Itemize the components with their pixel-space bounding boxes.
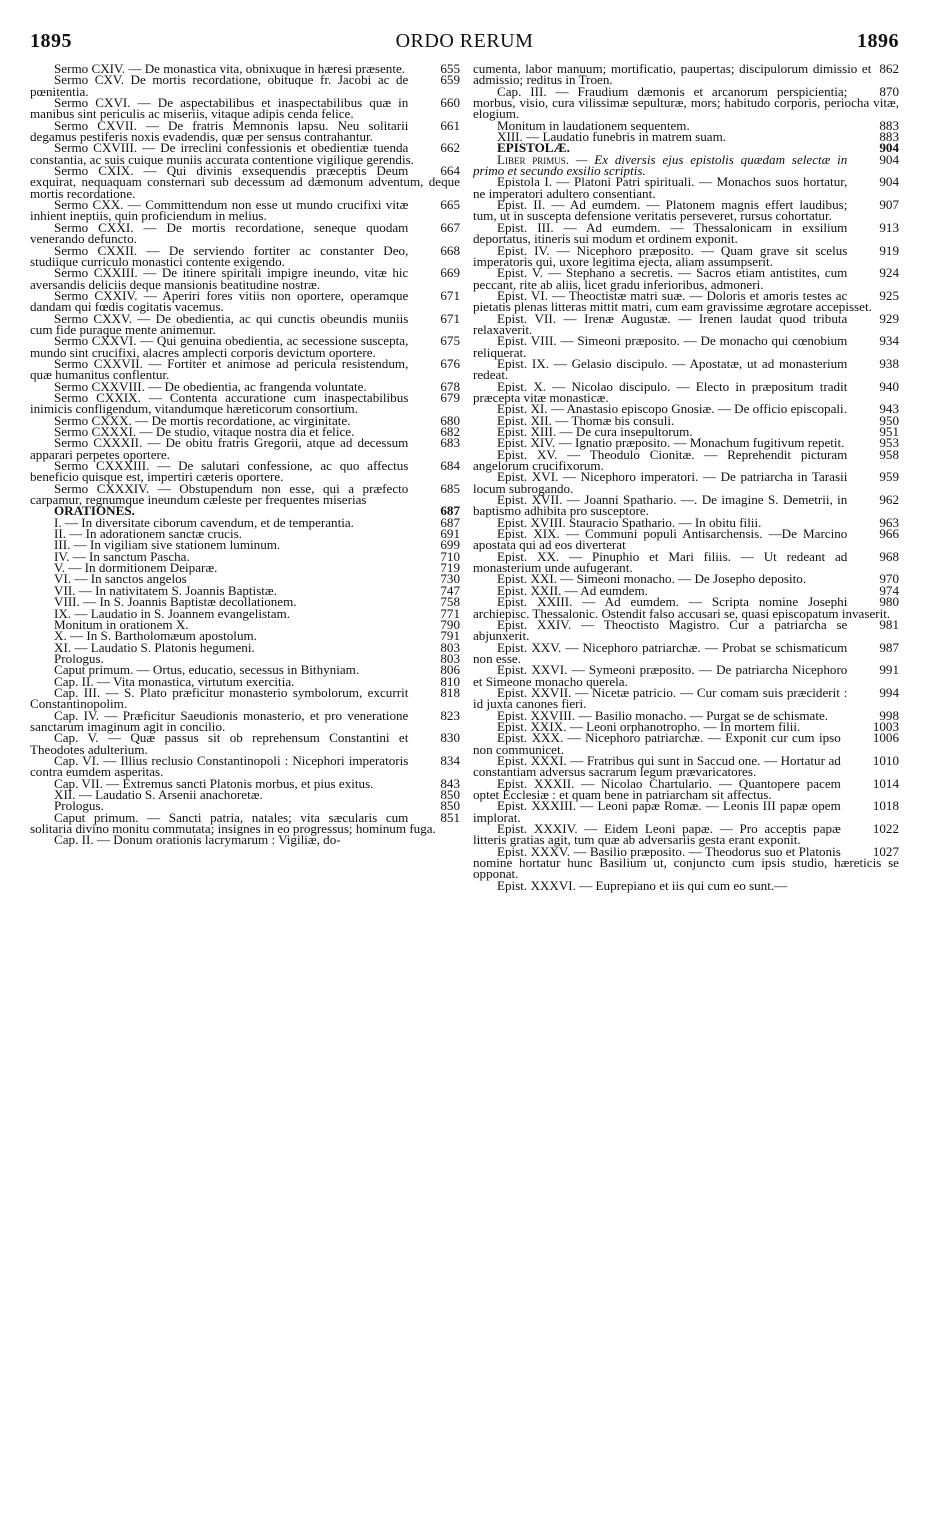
entry-page-number: 806 (440, 662, 460, 678)
entry-page-number: 691 (440, 526, 460, 542)
toc-entry (473, 823, 899, 846)
entry-title: Epist. XVIII. Stauracio Spathario. — In obitu filii. (497, 514, 762, 530)
entry-page-number: 904 (879, 151, 899, 167)
entry-page-number: 925 (879, 287, 899, 303)
entry-page-number: 1027 (872, 843, 899, 859)
toc-entry (473, 446, 899, 474)
entry-page-number: 934 (879, 333, 899, 349)
entry-title: Sermo CXXX. — De mortis recordatione, ac virginitate. (54, 412, 351, 428)
entry-page-number: 790 (440, 616, 460, 632)
toc-entry (473, 355, 899, 383)
entry-page-number: 680 (440, 412, 460, 428)
entry-title: Sermo CXXIV. — Aperiri fores vitiis non oportere, operamque dandam qui fœdis cogitatis vacemus. (30, 287, 409, 315)
entry-title: cumenta, labor manuum; mortificatio, paupertas; discipulorum dimissio et admissio; reditus in Troen. (473, 61, 872, 88)
entry-title: II. — In adorationem sanctæ crucis. (54, 526, 242, 542)
entry-page-number: 981 (879, 616, 899, 632)
entry-title: Epistola I. — Platoni Patri spirituali. — Monachos suos hortatur, ne imperatori adultero consentiant. (473, 174, 848, 201)
toc-entry (473, 267, 899, 290)
entry-page-number: 676 (440, 355, 460, 371)
entry-page-number: 974 (879, 582, 899, 598)
toc-entry (473, 176, 899, 199)
entry-title: Epist. IV. — Nicephoro præposito. — Quam grave sit scelus imperatoris qui, uxore legitima ejecta, aliam assumpserit. (473, 242, 848, 269)
entry-title: VII. — In nativitatem S. Joannis Baptistæ. (54, 582, 277, 598)
entry-page-number: 665 (440, 197, 460, 213)
entry-page-number: 671 (440, 287, 460, 303)
entry-title: Sermo CXXVIII. — De obedientia, ac frangenda voluntate. (54, 378, 367, 394)
entry-title: Monitum in orationem X. (54, 616, 189, 632)
entry-page-number: 669 (440, 265, 460, 281)
entry-title: Cap. II. — Donum orationis lacrymarum : Vigiliæ, do- (54, 832, 341, 848)
entry-page-number: 679 (440, 389, 460, 405)
entry-title: — Ex diversis ejus epistolis quædam selectæ in primo et secundo exsilio scriptis. (473, 151, 848, 179)
entry-title: Epist. XXVIII. — Basilio monacho. — Purgat se de schismate. (497, 707, 829, 723)
entry-title: Epist. XXVII. — Nicetæ patricio. — Cur comam suis præciderit : id juxta canones fieri. (473, 684, 848, 712)
toc-entry (30, 165, 460, 199)
entry-page-number: 719 (440, 560, 460, 576)
entry-title: Epist. VI. — Theoctistæ matri suæ. — Doloris et amoris testes ac pietatis plenas litteras mittit matri, cum eam gravissime ægrotare accepisset. (473, 287, 872, 315)
entry-page-number: 904 (879, 140, 899, 156)
entry-title: Sermo CXXXI. — De studio, vitaque nostra dia et felice. (54, 424, 355, 439)
entry-page-number: 771 (440, 605, 460, 621)
entry-title: Sermo CXV. De mortis recordatione, obituque fr. Jacobi ac de pœnitentia. (30, 72, 409, 99)
entry-page-number: 959 (879, 469, 899, 485)
toc-entry (30, 437, 460, 460)
entry-page-number: 683 (440, 435, 460, 451)
entry-title: Cap. III. — Fraudium dæmonis et arcanorum perspicientia; morbus, visio, cura vilissimæ sepulturæ, mors; habitudo corporis, periocha vitæ, elogium. (473, 83, 899, 122)
entry-page-number: 684 (440, 458, 460, 474)
entry-title: Epist. XX. — Pinuphio et Mari filiis. — Ut redeant ad monasterium unde aufugerant. (473, 548, 848, 576)
running-title: ORDO RERUM (395, 30, 534, 52)
entry-title: Monitum in laudationem sequentem. (497, 117, 690, 133)
entry-title: Epist. XXX. — Nicephoro patriarchæ. — Exponit cur cum ipso non communicet. (473, 730, 841, 757)
entry-title: Epist. XIII. — De cura insepultorum. (497, 424, 693, 439)
entry-page-number: 843 (440, 775, 460, 791)
entry-title: Epist. X. — Nicolao discipulo. — Electo in præpositum tradit præcepta vitæ monasticæ. (473, 378, 848, 405)
toc-entry (473, 471, 899, 494)
entry-title: Caput primum. — Sancti patria, natales; vita sæcularis cum solitaria divino monitu commutata; insignes in eo progressus; hominum fuga. (30, 809, 436, 837)
toc-entry (30, 267, 460, 290)
page-number-left: 1895 (30, 30, 72, 52)
entry-page-number: 667 (440, 219, 460, 235)
entry-page-number: 747 (440, 582, 460, 598)
entry-title: EPISTOLÆ. (497, 140, 570, 156)
entry-page-number: 668 (440, 242, 460, 258)
toc-entry (30, 752, 460, 780)
entry-page-number: 1006 (872, 730, 899, 746)
toc-entry (473, 775, 899, 802)
toc-entry (473, 684, 899, 712)
entry-title: Sermo CXXIX. — Contenta accuratione cum inaspectabilibus inimicis confligendum, vitandumque hæreticorum consortium. (30, 389, 409, 417)
toc-entry (30, 707, 460, 734)
entry-title: IV. — In sanctum Pascha. (54, 548, 190, 564)
entry-page-number: 687 (440, 503, 460, 519)
entry-page-number: 1014 (872, 775, 899, 791)
entry-page-number: 940 (879, 378, 899, 394)
entry-page-number: 803 (440, 639, 460, 655)
toc-entry (473, 378, 899, 405)
entry-title: Epist. XIX. — Communi populi Antisarchensis. —De Marcino apostata qui ad eos diverterat (473, 526, 848, 553)
toc-entry (473, 664, 899, 687)
entry-page-number: 730 (440, 571, 460, 587)
entry-title: Sermo CXXI. — De mortis recordatione, seneque quodam venerando defuncto. (30, 219, 409, 247)
entry-title: Epist. VII. — Irenæ Augustæ. — Irenen laudat quod tributa relaxaverit. (473, 310, 848, 337)
entry-page-number: 953 (879, 435, 899, 451)
toc-entry (473, 199, 899, 222)
entry-title: Cap. V. — Quæ passus sit ob reprehensum Constantini et Theodotes adulterium. (30, 730, 409, 757)
entry-title: Epist. II. — Ad eumdem. — Platonem magnis effert laudibus; tum, ut in suscepta defensione veritatis perseveret, rursus cohortatur. (473, 197, 848, 224)
entry-title: Sermo CXXVI. — Qui genuina obedientia, ac secessione suscepta, mundo sint crucifixi, alacres amplecti corporis devictum oportere. (30, 333, 409, 360)
entry-title: Epist. XVI. — Nicephoro imperatori. — De patriarcha in Tarasii locum subrogando. (473, 469, 848, 496)
entry-title: Epist. XXIX. — Leoni orphanotropho. — In mortem filii. (497, 718, 801, 734)
entry-title: Epist. XXXVI. — Euprepiano et iis qui cum eo sunt.— (497, 877, 788, 893)
entry-title: Sermo CXXVII. — Fortiter et animose ad pericula resistendum, quæ humanitus conflentur. (30, 355, 409, 383)
toc-entry (473, 732, 899, 755)
entry-title: Epist. XXII. — Ad eumdem. (497, 582, 648, 598)
toc-entry (473, 548, 899, 576)
entry-title: Cap. IV. — Præficitur Saeudionis monasterio, et pro veneratione sanctarum imaginum agit in concilio. (30, 707, 409, 734)
toc-entry (473, 528, 899, 551)
entry-title: Epist. XXXIV. — Eidem Leoni papæ. — Pro acceptis papæ litteris gratias agit, tum quæ ab adversariis gesta erant exponit. (473, 821, 841, 848)
entry-page-number: 682 (440, 424, 460, 439)
entry-title: Sermo CXX. — Committendum non esse ut mundo crucifixi vitæ inhient ineptiis, quin proficiendum in melius. (30, 197, 409, 224)
entry-page-number: 678 (440, 378, 460, 394)
entry-page-number: 883 (879, 117, 899, 133)
entry-page-number: 987 (879, 639, 899, 655)
entry-title: Epist. XI. — Anastasio episcopo Gnosiæ. — De officio episcopali. (497, 401, 847, 417)
entry-page-number: 671 (440, 310, 460, 326)
entry-title: XI. — Laudatio S. Platonis hegumeni. (54, 639, 255, 655)
entry-page-number: 710 (440, 548, 460, 564)
entry-title: Epist. XXIV. — Theoctisto Magistro. Cur a patriarcha se abjunxerit. (473, 616, 848, 644)
entry-title: Epist. XXXI. — Fratribus qui sunt in Saccud one. — Hortatur ad constantiam adversus sacrarum legum prævaricatores. (473, 752, 841, 780)
entry-title: Cap. II. — Vita monastica, virtutum exercitia. (54, 673, 295, 689)
left-column (30, 63, 460, 846)
entry-page-number: 699 (440, 537, 460, 553)
toc-entry (30, 809, 460, 837)
entry-page-number: 862 (879, 61, 899, 76)
entry-page-number: 958 (879, 446, 899, 462)
toc-entry (473, 83, 899, 122)
toc-entry (473, 310, 899, 337)
entry-title: ORATIONES. (54, 503, 135, 519)
entry-page-number: 687 (440, 514, 460, 530)
entry-title: XIII. — Laudatio funebris in matrem suam. (497, 129, 727, 145)
entry-page-number: 655 (440, 61, 460, 76)
entry-title: Epist. XV. — Theodulo Cionitæ. — Reprehendit picturam angelorum crucifixorum. (473, 446, 848, 474)
toc-entry (30, 732, 460, 755)
entry-page-number: 830 (440, 730, 460, 746)
toc-entry (30, 684, 460, 712)
toc-entry (473, 63, 899, 86)
entry-page-number: 685 (440, 480, 460, 496)
entry-title: IX. — Laudatio in S. Joannem evangelistam. (54, 605, 291, 621)
entry-page-number: 938 (879, 355, 899, 371)
entry-page-number: 675 (440, 333, 460, 349)
toc-entry (30, 117, 460, 145)
entry-title: Sermo CXIV. — De monastica vita, obnixuque in hæresi præsente. (54, 61, 406, 76)
toc-entry (473, 877, 899, 893)
entry-page-number: 758 (440, 594, 460, 610)
toc-entry (473, 800, 899, 823)
entry-title: Epist. IX. — Gelasio discipulo. — Apostatæ, ut ad monasterium redeat. (473, 355, 848, 383)
entry-page-number: 851 (440, 809, 460, 825)
entry-title: Epist. XXXII. — Nicolao Chartulario. — Quantopere pacem optet Ecclesiæ : et quam bene in patriarcham sit affectus. (473, 775, 841, 802)
entry-title: Sermo CXVIII. — De irreclini confessionis et obedientiæ tuenda constantia, ac suis cuique muniis accurata contentione vigilique gerendis. (30, 140, 414, 167)
entry-title: Epist. V. — Stephano a secretis. — Sacros etiam antistites, cum peccant, rite ab aliis, licet gradu inferioribus, admoneri. (473, 265, 848, 292)
entry-title: Sermo CXXXIII. — De salutari confessione, ac quo affectus beneficio quisque est, impertiri cæteris oportere. (30, 458, 409, 485)
entry-page-number: 924 (879, 265, 899, 281)
entry-page-number: 904 (879, 174, 899, 190)
entry-page-number: 913 (879, 219, 899, 235)
entry-title: Sermo CXXXII. — De obitu fratris Gregorii, atque ad decessum apparari perpetes oportere. (30, 435, 409, 462)
entry-title: Epist. XII. — Thomæ bis consuli. (497, 412, 675, 428)
toc-entry (30, 355, 460, 383)
entry-page-number: 818 (440, 684, 460, 700)
entry-page-number: 950 (879, 412, 899, 428)
entry-page-number: 883 (879, 129, 899, 145)
entry-page-number: 660 (440, 95, 460, 111)
entry-title: Epist. XXXIII. — Leoni papæ Romæ. — Leonis III papæ opem implorat. (473, 798, 841, 825)
entry-page-number: 1022 (872, 821, 899, 837)
entry-title: III. — In vigiliam sive stationem luminum. (54, 537, 281, 553)
toc-entry (30, 199, 460, 222)
entry-page-number: 659 (440, 72, 460, 88)
entry-page-number: 791 (440, 628, 460, 644)
entry-title: Sermo CXVII. — De fratris Memnonis lapsu. Neu solitarii degamus pestiferis noxis evadendis, quæ per sensus contrahantur. (30, 117, 409, 145)
entry-page-number: 810 (440, 673, 460, 689)
toc-entry (473, 242, 899, 269)
entry-page-number: 823 (440, 707, 460, 723)
toc-entry (473, 494, 899, 517)
entry-title: X. — In S. Bartholomæum apostolum. (54, 628, 257, 644)
entry-page-number: 970 (879, 571, 899, 587)
entry-title: Cap. VI. — Illius reclusio Constantinopoli : Nicephori imperatoris contra eumdem asperitas. (30, 752, 409, 780)
entry-title: Epist. XXXV. — Basilio præposito. — Theodorus suo et Platonis nomine hortatur hunc Basilium ut, conjuncto cum ipsis studio, hæreticis se opponat. (473, 843, 899, 882)
entry-title: Epist. XVII. — Joanni Spathario. —. De imagine S. Demetrii, in baptismo adhibita pro susceptore. (473, 492, 848, 519)
entry-title: Cap. VII. — Extremus sancti Platonis morbus, et pius exitus. (54, 775, 374, 791)
toc-entry (30, 97, 460, 120)
entry-page-number: 664 (440, 163, 460, 179)
entry-title: Epist. XIV. — Ignatio præposito. — Monachum fugitivum repetit. (497, 435, 845, 451)
liber-label: Liber primus. (497, 151, 570, 167)
running-header (30, 30, 899, 56)
entry-title: Sermo CXXV. — De obedientia, ac qui cunctis obeundis muniis cum fide puraque mente animemur. (30, 310, 409, 337)
toc-entry (473, 287, 899, 315)
entry-title: Epist. XXIII. — Ad eumdem. — Scripta nomine Josephi archiepisc. Thessalonic. Ostendit falso accusari se, quasi episcopatum invaserit. (473, 594, 891, 621)
entry-page-number: 803 (440, 650, 460, 666)
entry-page-number: 1010 (872, 752, 899, 768)
toc-entry (30, 242, 460, 269)
entry-title: Epist. XXV. — Nicephoro patriarchæ. — Probat se schismaticum non esse. (473, 639, 848, 666)
entry-title: Sermo CXVI. — De aspectabilibus et inaspectabilibus quæ in manibus sint periculis ac miseriis, vitaque adipis cenda felice. (30, 95, 409, 122)
toc-entry (30, 832, 460, 848)
entry-title: Epist. III. — Ad eumdem. — Thessalonicam in exsilium deportatus, itineris sui modum et ordinem exponit. (473, 219, 848, 247)
entry-page-number: 951 (879, 424, 899, 439)
entry-title: Epist. XXI. — Simeoni monacho. — De Josepho deposito. (497, 571, 807, 587)
entry-page-number: 661 (440, 117, 460, 133)
entry-title: Prologus. (54, 798, 104, 814)
entry-title: VIII. — In S. Joannis Baptistæ decollationem. (54, 594, 297, 610)
toc-entry (30, 287, 460, 315)
entry-title: Prologus. (54, 650, 104, 666)
toc-entry (30, 310, 460, 337)
toc-entry (473, 616, 899, 644)
entry-title: Epist. VIII. — Simeoni præposito. — De monacho qui cœnobium reliquerat. (473, 333, 848, 360)
toc-entry (30, 480, 460, 508)
toc-entry (473, 151, 899, 179)
toc-entry (473, 335, 899, 358)
toc-entry (473, 752, 899, 780)
toc-entry (30, 389, 460, 417)
right-column (473, 63, 899, 891)
entry-page-number: 998 (879, 707, 899, 723)
entry-page-number: 870 (879, 83, 899, 99)
toc-entry (473, 843, 899, 882)
entry-page-number: 1003 (872, 718, 899, 734)
entry-page-number: 919 (879, 242, 899, 258)
entry-page-number: 850 (440, 787, 460, 802)
entry-title: Sermo CXIX. — Qui divinis exsequendis præceptis Deum exquirat, nequaquam consternari sub decessum ad dæmonum adventum, deque mortis recordatione. (30, 163, 460, 201)
entry-page-number: 968 (879, 548, 899, 564)
entry-title: Cap. III. — S. Plato præficitur monasterio symbolorum, excurrit Constantinopolim. (30, 684, 409, 712)
entry-page-number: 962 (879, 492, 899, 508)
entry-title: V. — In dormitionem Deiparæ. (54, 560, 218, 576)
entry-page-number: 966 (879, 526, 899, 542)
entry-title: XII. — Laudatio S. Arsenii anachoretæ. (54, 787, 263, 802)
toc-entry (30, 219, 460, 247)
toc-entry (30, 460, 460, 483)
toc-entry (473, 639, 899, 666)
entry-title: VI. — In sanctos angelos (54, 571, 187, 587)
toc-entry (473, 596, 899, 619)
entry-page-number: 943 (879, 401, 899, 417)
page-number-right: 1896 (857, 30, 899, 52)
entry-page-number: 991 (879, 662, 899, 678)
entry-page-number: 963 (879, 514, 899, 530)
entry-page-number: 994 (879, 684, 899, 700)
entry-page-number: 850 (440, 798, 460, 814)
entry-title: Sermo CXXXIV. — Obstupendum non esse, qui a præfecto carpamur, regnumque ineundum cæleste per frequentes miserias (30, 480, 409, 508)
entry-page-number: 1018 (872, 798, 899, 814)
entry-title: Sermo CXXII. — De serviendo fortiter ac constanter Deo, studiique curriculo monastici contente exigendo. (30, 242, 409, 269)
entry-page-number: 662 (440, 140, 460, 156)
entry-page-number: 980 (879, 594, 899, 610)
toc-entry (30, 335, 460, 358)
entry-title: Caput primum. — Ortus, educatio, secessus in Bithyniam. (54, 662, 360, 678)
toc-entry (473, 219, 899, 247)
entry-page-number: 834 (440, 752, 460, 768)
entry-page-number: 907 (879, 197, 899, 213)
entry-title: Sermo CXXIII. — De itinere spiritali impigre ineundo, vitæ hic aversandis deliciis deque mansionis beatitudine nostræ. (30, 265, 409, 292)
entry-title: Epist. XXVI. — Symeoni præposito. — De patriarcha Nicephoro et Simeone monacho querela. (473, 662, 848, 689)
toc-entry (30, 74, 460, 97)
entry-page-number: 929 (879, 310, 899, 326)
entry-title: I. — In diversitate ciborum cavendum, et de temperantia. (54, 514, 354, 530)
toc-entry (30, 142, 460, 165)
